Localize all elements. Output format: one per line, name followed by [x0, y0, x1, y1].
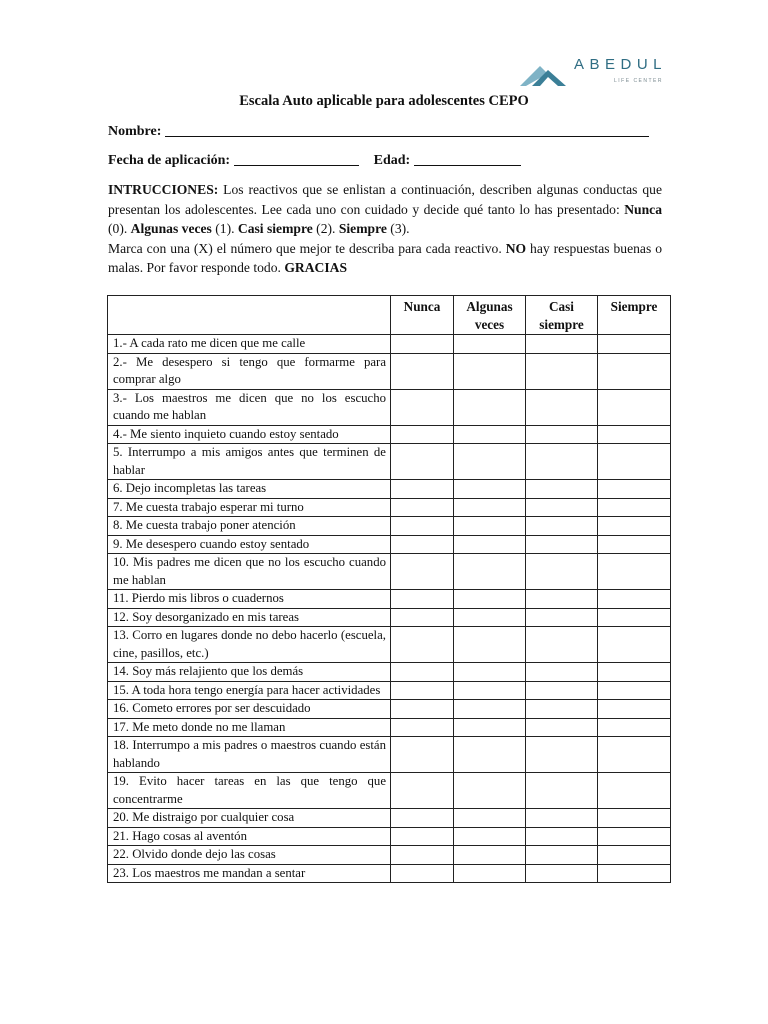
answer-cell-casi-siempre[interactable] [526, 737, 598, 773]
answer-cell-nunca[interactable] [391, 681, 454, 700]
answer-cell-nunca[interactable] [391, 444, 454, 480]
item-text: 22. Olvido donde dejo las cosas [108, 846, 391, 865]
answer-cell-nunca[interactable] [391, 809, 454, 828]
answer-cell-algunas-veces[interactable] [454, 517, 526, 536]
answer-cell-nunca[interactable] [391, 480, 454, 499]
table-row [108, 700, 671, 719]
answer-cell-nunca[interactable] [391, 535, 454, 554]
instructions-text-2: Marca con una (X) el número que mejor te describa para cada reactivo. [108, 240, 506, 256]
item-text: 14. Soy más relajiento que los demás [108, 663, 391, 682]
answer-cell-algunas-veces[interactable] [454, 718, 526, 737]
answer-cell-nunca[interactable] [391, 425, 454, 444]
answer-cell-casi-siempre[interactable] [526, 627, 598, 663]
table-header-row [108, 296, 671, 335]
option-casi-value: (2). [312, 221, 339, 236]
abedul-logo [518, 52, 678, 92]
answer-cell-siempre[interactable] [598, 535, 671, 554]
answer-cell-nunca[interactable] [391, 864, 454, 883]
answer-cell-casi-siempre[interactable] [526, 827, 598, 846]
answer-cell-casi-siempre[interactable] [526, 846, 598, 865]
table-row [108, 335, 671, 354]
answer-cell-casi-siempre[interactable] [526, 389, 598, 425]
item-text: 6. Dejo incompletas las tareas [108, 480, 391, 499]
fecha-field[interactable] [234, 151, 359, 166]
answer-cell-nunca[interactable] [391, 773, 454, 809]
logo-wordmark: ABEDUL [574, 56, 668, 73]
header-casi-siempre: Casi siempre [526, 296, 598, 335]
answer-cell-nunca[interactable] [391, 827, 454, 846]
answer-cell-algunas-veces[interactable] [454, 681, 526, 700]
table-row [108, 353, 671, 389]
item-text: 1.- A cada rato me dicen que me calle [108, 335, 391, 354]
answer-cell-algunas-veces[interactable] [454, 773, 526, 809]
answer-cell-nunca[interactable] [391, 627, 454, 663]
answer-cell-siempre[interactable] [598, 444, 671, 480]
instructions-gracias: GRACIAS [284, 260, 348, 275]
answer-cell-siempre[interactable] [598, 700, 671, 719]
item-text: 5. Interrumpo a mis amigos antes que terminen de hablar [108, 444, 391, 480]
table-row [108, 498, 671, 517]
table-row [108, 681, 671, 700]
answer-cell-casi-siempre[interactable] [526, 335, 598, 354]
item-text: 17. Me meto donde no me llaman [108, 718, 391, 737]
edad-label: Edad: [373, 153, 411, 168]
table-row [108, 590, 671, 609]
answer-cell-nunca[interactable] [391, 335, 454, 354]
answer-cell-siempre[interactable] [598, 681, 671, 700]
table-row [108, 627, 671, 663]
answer-cell-algunas-veces[interactable] [454, 335, 526, 354]
item-text: 11. Pierdo mis libros o cuadernos [108, 590, 391, 609]
table-row [108, 389, 671, 425]
table-row [108, 773, 671, 809]
table-row [108, 718, 671, 737]
answer-cell-algunas-veces[interactable] [454, 663, 526, 682]
answer-cell-casi-siempre[interactable] [526, 718, 598, 737]
answer-cell-algunas-veces[interactable] [454, 846, 526, 865]
answer-cell-nunca[interactable] [391, 608, 454, 627]
answer-cell-nunca[interactable] [391, 718, 454, 737]
answer-cell-siempre[interactable] [598, 663, 671, 682]
answer-cell-casi-siempre[interactable] [526, 590, 598, 609]
item-text: 12. Soy desorganizado en mis tareas [108, 608, 391, 627]
answer-cell-siempre[interactable] [598, 773, 671, 809]
option-siempre: Siempre [338, 221, 387, 236]
table-row [108, 517, 671, 536]
item-text: 16. Cometo errores por ser descuidado [108, 700, 391, 719]
table-row [108, 535, 671, 554]
answer-cell-casi-siempre[interactable] [526, 517, 598, 536]
option-algunas-value: (1). [211, 221, 238, 236]
answer-cell-casi-siempre[interactable] [526, 700, 598, 719]
answer-cell-nunca[interactable] [391, 353, 454, 389]
answer-cell-nunca[interactable] [391, 663, 454, 682]
answer-cell-casi-siempre[interactable] [526, 608, 598, 627]
item-text: 23. Los maestros me mandan a sentar [108, 864, 391, 883]
answer-cell-siempre[interactable] [598, 608, 671, 627]
table-row [108, 737, 671, 773]
answer-cell-algunas-veces[interactable] [454, 700, 526, 719]
answer-cell-siempre[interactable] [598, 335, 671, 354]
answer-cell-nunca[interactable] [391, 846, 454, 865]
item-text: 9. Me desespero cuando estoy sentado [108, 535, 391, 554]
answer-cell-algunas-veces[interactable] [454, 608, 526, 627]
instructions [108, 180, 662, 278]
edad-field[interactable] [414, 151, 521, 166]
scale-table [107, 295, 671, 883]
item-text: 19. Evito hacer tareas en las que tengo que concentrarme [108, 773, 391, 809]
answer-cell-siempre[interactable] [598, 353, 671, 389]
item-text: 4.- Me siento inquieto cuando estoy sentado [108, 425, 391, 444]
answer-cell-casi-siempre[interactable] [526, 353, 598, 389]
answer-cell-nunca[interactable] [391, 389, 454, 425]
instructions-text-1: Los reactivos que se enlistan a continuación, describen algunas conductas que presentan los adolescentes. Lee cada uno con cuidado y decide qué tanto lo has presentado: [108, 182, 662, 217]
answer-cell-algunas-veces[interactable] [454, 389, 526, 425]
answer-cell-nunca[interactable] [391, 554, 454, 590]
answer-cell-siempre[interactable] [598, 590, 671, 609]
table-row [108, 846, 671, 865]
answer-cell-algunas-veces[interactable] [454, 353, 526, 389]
nombre-row [108, 122, 649, 140]
logo-subtitle: LIFE CENTER [614, 78, 664, 84]
table-row [108, 425, 671, 444]
answer-cell-algunas-veces[interactable] [454, 809, 526, 828]
answer-cell-algunas-veces[interactable] [454, 444, 526, 480]
answer-cell-algunas-veces[interactable] [454, 864, 526, 883]
item-text: 3.- Los maestros me dicen que no los escucho cuando me hablan [108, 389, 391, 425]
table-row [108, 663, 671, 682]
table-row [108, 480, 671, 499]
item-text: 18. Interrumpo a mis padres o maestros cuando están hablando [108, 737, 391, 773]
answer-cell-siempre[interactable] [598, 389, 671, 425]
answer-cell-nunca[interactable] [391, 517, 454, 536]
answer-cell-casi-siempre[interactable] [526, 681, 598, 700]
header-algunas-veces: Algunas veces [454, 296, 526, 335]
page-title: Escala Auto aplicable para adolescentes CEPO [239, 93, 529, 109]
answer-cell-algunas-veces[interactable] [454, 737, 526, 773]
instructions-no: NO [505, 240, 527, 256]
answer-cell-algunas-veces[interactable] [454, 425, 526, 444]
answer-cell-siempre[interactable] [598, 498, 671, 517]
answer-cell-siempre[interactable] [598, 864, 671, 883]
answer-cell-siempre[interactable] [598, 554, 671, 590]
answer-cell-algunas-veces[interactable] [454, 827, 526, 846]
answer-cell-casi-siempre[interactable] [526, 554, 598, 590]
fecha-edad-row [108, 151, 521, 169]
answer-cell-siempre[interactable] [598, 718, 671, 737]
abedul-mountain-icon [518, 56, 570, 88]
nombre-field[interactable] [165, 122, 649, 137]
answer-cell-algunas-veces[interactable] [454, 498, 526, 517]
header-item [108, 296, 391, 335]
answer-cell-algunas-veces[interactable] [454, 554, 526, 590]
option-casi: Casi siempre [237, 221, 313, 236]
option-algunas: Algunas veces [130, 221, 212, 236]
table-row [108, 444, 671, 480]
item-text: 20. Me distraigo por cualquier cosa [108, 809, 391, 828]
answer-cell-algunas-veces[interactable] [454, 627, 526, 663]
answer-cell-siempre[interactable] [598, 809, 671, 828]
instructions-text-3: hay respuestas buenas o malas. Por favor responde todo. [108, 240, 662, 275]
header-nunca: Nunca [391, 296, 454, 335]
answer-cell-casi-siempre[interactable] [526, 498, 598, 517]
option-nunca-value: (0). [108, 221, 131, 236]
option-siempre-value: (3). [386, 221, 410, 236]
item-text: 21. Hago cosas al aventón [108, 827, 391, 846]
answer-cell-casi-siempre[interactable] [526, 663, 598, 682]
answer-cell-algunas-veces[interactable] [454, 590, 526, 609]
table-row [108, 864, 671, 883]
item-text: 10. Mis padres me dicen que no los escucho cuando me hablan [108, 554, 391, 590]
answer-cell-casi-siempre[interactable] [526, 425, 598, 444]
fecha-label: Fecha de aplicación: [108, 153, 231, 168]
answer-cell-siempre[interactable] [598, 517, 671, 536]
answer-cell-nunca[interactable] [391, 498, 454, 517]
item-text: 8. Me cuesta trabajo poner atención [108, 517, 391, 536]
table-row [108, 827, 671, 846]
item-text: 2.- Me desespero si tengo que formarme para comprar algo [108, 353, 391, 389]
instructions-heading: INTRUCCIONES: [108, 182, 219, 197]
answer-cell-algunas-veces[interactable] [454, 535, 526, 554]
answer-cell-siempre[interactable] [598, 737, 671, 773]
answer-cell-siempre[interactable] [598, 827, 671, 846]
item-text: 13. Corro en lugares donde no debo hacerlo (escuela, cine, pasillos, etc.) [108, 627, 391, 663]
answer-cell-casi-siempre[interactable] [526, 773, 598, 809]
item-text: 15. A toda hora tengo energía para hacer actividades [108, 681, 391, 700]
answer-cell-siempre[interactable] [598, 425, 671, 444]
item-text: 7. Me cuesta trabajo esperar mi turno [108, 498, 391, 517]
table-row [108, 809, 671, 828]
answer-cell-nunca[interactable] [391, 700, 454, 719]
answer-cell-siempre[interactable] [598, 480, 671, 499]
header-siempre: Siempre [598, 296, 671, 335]
answer-cell-casi-siempre[interactable] [526, 480, 598, 499]
answer-cell-siempre[interactable] [598, 627, 671, 663]
answer-cell-casi-siempre[interactable] [526, 444, 598, 480]
table-row [108, 608, 671, 627]
answer-cell-nunca[interactable] [391, 590, 454, 609]
answer-cell-casi-siempre[interactable] [526, 535, 598, 554]
answer-cell-nunca[interactable] [391, 737, 454, 773]
answer-cell-casi-siempre[interactable] [526, 809, 598, 828]
answer-cell-siempre[interactable] [598, 846, 671, 865]
nombre-label: Nombre: [108, 124, 162, 139]
table-row [108, 554, 671, 590]
answer-cell-algunas-veces[interactable] [454, 480, 526, 499]
option-nunca: Nunca [624, 201, 662, 217]
answer-cell-casi-siempre[interactable] [526, 864, 598, 883]
